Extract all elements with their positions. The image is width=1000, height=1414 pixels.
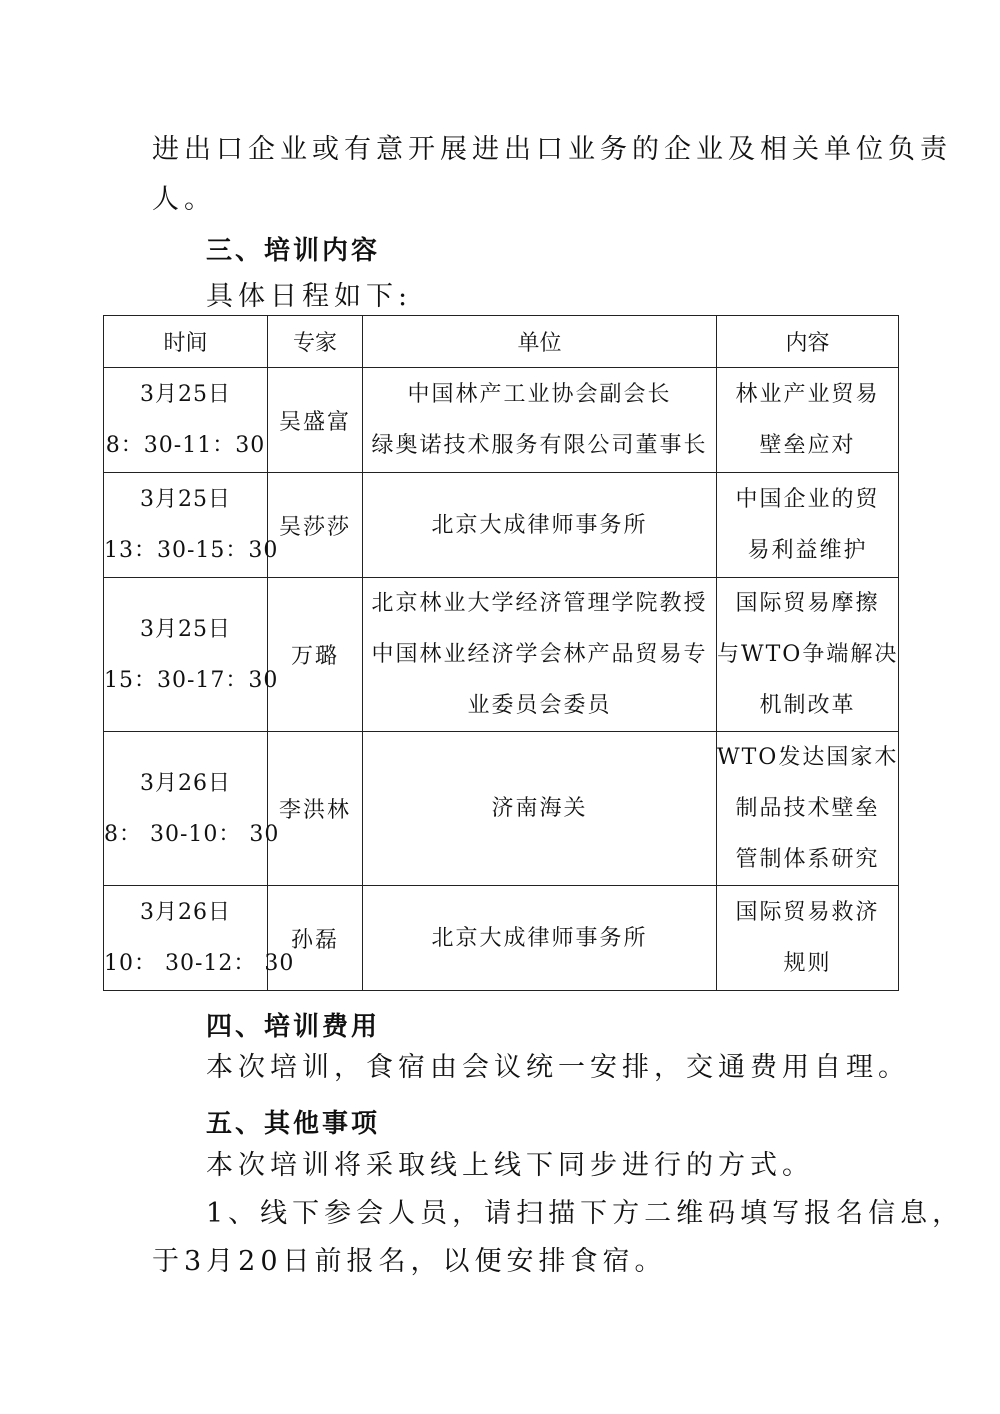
intro-line-2: 人。 <box>152 184 216 215</box>
content-line: 林业产业贸易 <box>735 382 880 407</box>
fee-text: 本次培训，食宿由会议统一安排，交通费用自理。 <box>206 1052 910 1083</box>
cell-unit <box>363 886 717 991</box>
content-line: 规则 <box>783 951 832 976</box>
time-line: 8：30-11：30 <box>105 433 266 458</box>
cell-time <box>104 578 279 732</box>
cell-time <box>104 473 279 578</box>
content-line: 管制体系研究 <box>735 847 880 872</box>
unit-line: 绿奥诺技术服务有限公司董事长 <box>371 433 708 458</box>
item-1-line-1: 1、线下参会人员，请扫描下方二维码填写报名信息， <box>206 1198 965 1229</box>
header-content: 内容 <box>717 316 899 368</box>
cell-content <box>717 732 899 886</box>
cell-expert: 李洪林 <box>268 732 363 886</box>
cell-unit <box>363 578 717 732</box>
cell-unit <box>363 368 717 473</box>
table-row <box>104 578 899 732</box>
time-line: 10： 30-12： 30 <box>104 951 295 976</box>
cell-expert: 孙磊 <box>268 886 363 991</box>
cell-content <box>717 368 899 473</box>
unit-line: 北京林业大学经济管理学院教授 <box>371 591 708 616</box>
cell-content <box>717 473 899 578</box>
unit-line: 中国林业经济学会林产品贸易专 <box>371 642 708 667</box>
time-line: 3月25日 <box>140 487 231 512</box>
item-1-line-2: 于3月20日前报名，以便安排食宿。 <box>152 1246 667 1277</box>
content-line: 中国企业的贸 <box>735 487 880 512</box>
other-text: 本次培训将采取线上线下同步进行的方式。 <box>206 1150 814 1181</box>
time-line: 3月25日 <box>140 616 231 642</box>
cell-unit <box>363 473 717 578</box>
content-line: 国际贸易救济 <box>735 900 880 925</box>
table-row <box>104 886 899 991</box>
content-line: 与WTO争端解决 <box>717 642 899 667</box>
intro-line-1: 进出口企业或有意开展进出口业务的企业及相关单位负责 <box>152 134 952 165</box>
content-line: 易利益维护 <box>747 538 868 563</box>
table-header-row <box>104 316 899 368</box>
table-row <box>104 473 899 578</box>
content-line: 制品技术壁垒 <box>735 796 880 821</box>
schedule-lead: 具体日程如下: <box>206 281 413 312</box>
time-line: 3月25日 <box>140 382 231 407</box>
header-unit: 单位 <box>363 316 717 368</box>
content-line: 机制改革 <box>759 693 856 718</box>
content-line: WTO发达国家木 <box>717 745 899 770</box>
time-line: 3月26日 <box>140 900 231 925</box>
content-line: 壁垒应对 <box>759 433 856 458</box>
section-5-heading: 五、其他事项 <box>206 1109 381 1139</box>
cell-time <box>104 368 268 473</box>
time-line: 8： 30-10： 30 <box>104 821 280 847</box>
table-row <box>104 368 899 473</box>
section-4-heading: 四、培训费用 <box>206 1012 381 1042</box>
header-time: 时间 <box>104 316 268 368</box>
cell-expert: 吴莎莎 <box>268 473 363 578</box>
cell-time <box>104 732 280 886</box>
section-3-heading: 三、培训内容 <box>206 236 381 266</box>
time-line: 3月26日 <box>140 770 231 796</box>
unit-line: 济南海关 <box>491 796 588 821</box>
time-line: 13：30-15：30 <box>104 538 279 563</box>
content-line: 国际贸易摩擦 <box>735 591 880 616</box>
table-row <box>104 732 899 886</box>
time-line: 15：30-17：30 <box>104 667 279 693</box>
header-expert: 专家 <box>268 316 363 368</box>
cell-content <box>717 578 899 732</box>
cell-content <box>717 886 899 991</box>
schedule-table <box>103 315 899 991</box>
cell-expert: 吴盛富 <box>268 368 363 473</box>
unit-line: 业委员会委员 <box>467 693 612 718</box>
cell-expert: 万璐 <box>268 578 363 732</box>
cell-time <box>104 886 295 991</box>
cell-unit <box>363 732 717 886</box>
unit-line: 中国林产工业协会副会长 <box>407 382 672 407</box>
unit-line: 北京大成律师事务所 <box>431 925 648 951</box>
unit-line: 北京大成律师事务所 <box>431 512 648 538</box>
